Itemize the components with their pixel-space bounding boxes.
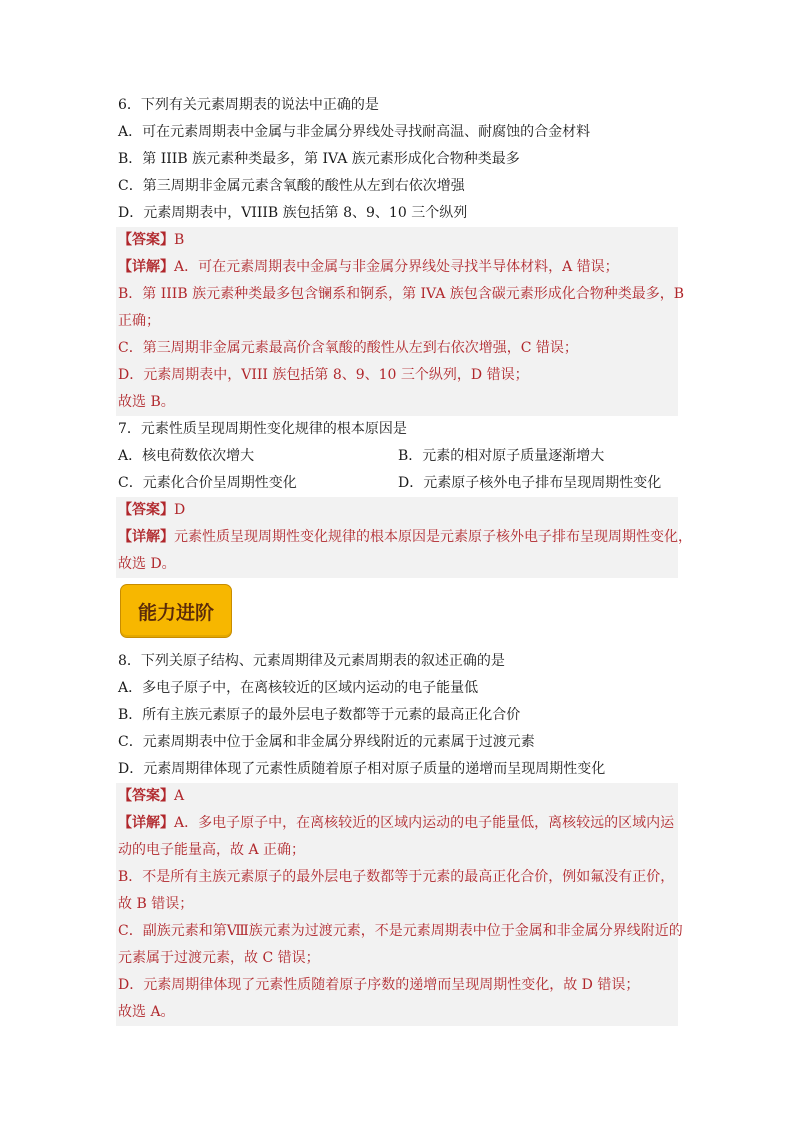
detail-line: 故选 D。 (118, 556, 176, 572)
option-d: D．元素周期律体现了元素性质随着原子相对原子质量的递增而呈现周期性变化 (118, 761, 606, 777)
detail-line: C．副族元素和第Ⅷ族元素为过渡元素，不是元素周期表中位于金属和非金属分界线附近的 (118, 923, 683, 939)
option-a: A．多电子原子中，在离核较近的区域内运动的电子能量低 (118, 680, 479, 696)
option-a: A．核电荷数依次增大 (118, 448, 255, 464)
question-7 (118, 416, 692, 578)
detail-tag: 【详解】 (118, 815, 174, 831)
detail-line: B．不是所有主族元素原子的最外层电子数都等于元素的最高正化合价，例如氟没有正价， (118, 869, 675, 885)
detail-text: 元素性质呈现周期性变化规律的根本原因是元素原子核外电子排布呈现周期性变化， (174, 529, 692, 545)
options-row (118, 443, 678, 470)
answer-line (118, 783, 678, 810)
section-badge: 能力进阶 (120, 584, 232, 638)
answer-tag: 【答案】 (118, 502, 174, 518)
detail-line (118, 810, 678, 837)
question-8 (118, 648, 683, 1026)
detail-line: B．第 IIIB 族元素种类最多包含镧系和锕系，第 IVA 族包含碳元素形成化合物种类最多，B (118, 286, 685, 302)
answer-line (118, 497, 678, 524)
answer-value: A (174, 788, 185, 804)
detail-line: 元素属于过渡元素，故 C 错误； (118, 950, 320, 966)
detail-line (118, 254, 678, 281)
detail-line: 故选 A。 (118, 1004, 175, 1020)
option-c: C．元素化合价呈周期性变化 (118, 475, 297, 491)
detail-line: 故 B 错误； (118, 896, 194, 912)
detail-line: D．元素周期表中，VIII 族包括第 8、9、10 三个纵列，D 错误； (118, 367, 529, 383)
option-b: B．元素的相对原子质量逐渐增大 (398, 448, 605, 464)
option-b: B．所有主族元素原子的最外层电子数都等于元素的最高正化合价 (118, 707, 521, 723)
detail-line: D．元素周期律体现了元素性质随着原子序数的递增而呈现周期性变化，故 D 错误； (118, 977, 640, 993)
option-c: C．元素周期表中位于金属和非金属分界线附近的元素属于过渡元素 (118, 734, 535, 750)
question-6 (118, 92, 685, 416)
option-b: B．第 IIIB 族元素种类最多，第 IVA 族元素形成化合物种类最多 (118, 151, 520, 167)
detail-line: C．第三周期非金属元素最高价含氧酸的酸性从左到右依次增强，C 错误； (118, 340, 578, 356)
detail-text: A．可在元素周期表中金属与非金属分界线处寻找半导体材料，A 错误； (174, 259, 619, 275)
answer-block (116, 497, 692, 578)
detail-tag: 【详解】 (118, 259, 174, 275)
option-d: D．元素周期表中，VIIIB 族包括第 8、9、10 三个纵列 (118, 205, 468, 221)
detail-tag: 【详解】 (118, 529, 174, 545)
question-stem: 8．下列关原子结构、元素周期律及元素周期表的叙述正确的是 (118, 653, 505, 669)
answer-tag: 【答案】 (118, 788, 174, 804)
detail-line (118, 524, 692, 551)
detail-line: 动的电子能量高，故 A 正确； (118, 842, 306, 858)
answer-block (116, 227, 685, 416)
answer-value: D (174, 502, 186, 518)
answer-line (118, 227, 678, 254)
answer-tag: 【答案】 (118, 232, 174, 248)
content (118, 92, 692, 1026)
option-d: D．元素原子核外电子排布呈现周期性变化 (398, 475, 662, 491)
answer-block (116, 783, 683, 1026)
question-stem: 6．下列有关元素周期表的说法中正确的是 (118, 97, 379, 113)
detail-line: 故选 B。 (118, 394, 175, 410)
options-row (118, 470, 678, 497)
detail-line: 正确； (118, 313, 160, 329)
detail-text: A．多电子原子中，在离核较近的区域内运动的电子能量低，离核较远的区域内运 (174, 815, 675, 831)
option-a: A．可在元素周期表中金属与非金属分界线处寻找耐高温、耐腐蚀的合金材料 (118, 124, 591, 140)
answer-value: B (174, 232, 185, 248)
option-c: C．第三周期非金属元素含氧酸的酸性从左到右依次增强 (118, 178, 465, 194)
question-stem: 7．元素性质呈现周期性变化规律的根本原因是 (118, 421, 407, 437)
